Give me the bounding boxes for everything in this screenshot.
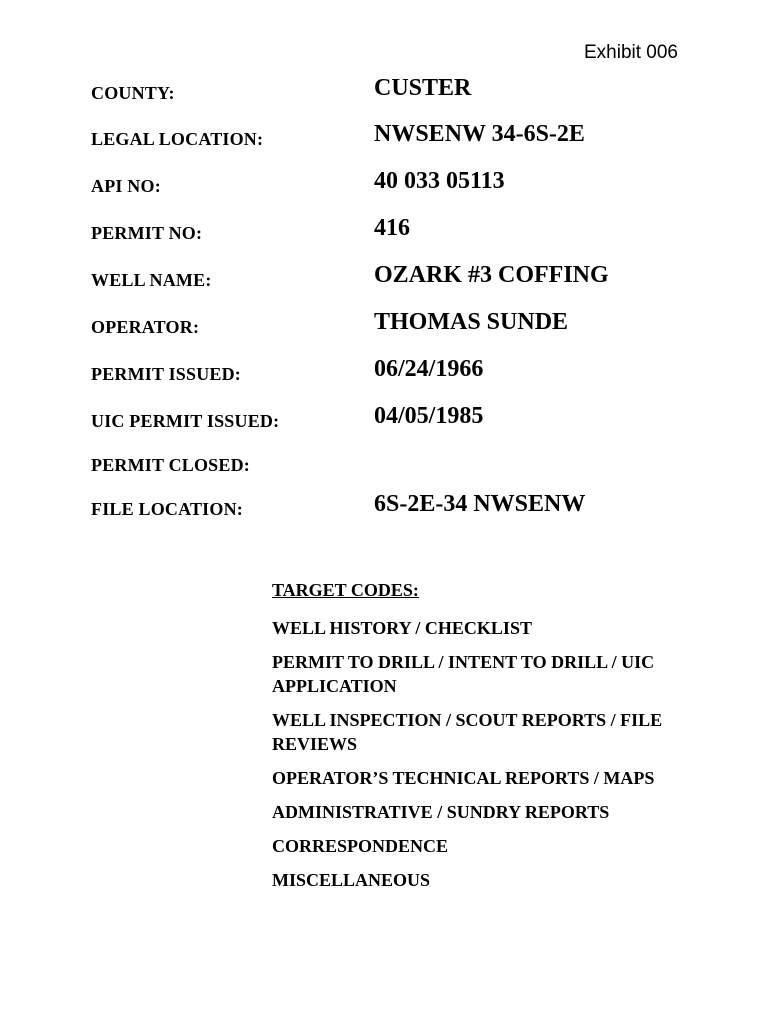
field-label: COUNTY: [91, 83, 175, 103]
field-county [91, 74, 731, 104]
field-label: PERMIT CLOSED: [91, 455, 250, 475]
field-value: CUSTER [374, 75, 472, 101]
field-label: UIC PERMIT ISSUED: [91, 411, 280, 431]
field-well-name [91, 261, 731, 291]
field-value: THOMAS SUNDE [374, 309, 569, 335]
field-value: 06/24/1966 [374, 356, 484, 382]
field-label: FILE LOCATION: [91, 499, 243, 519]
field-permit-issued [91, 355, 731, 385]
field-label: PERMIT NO: [91, 223, 203, 243]
target-code-item: WELL INSPECTION / SCOUT REPORTS / FILE REVIEWS [272, 710, 663, 754]
target-codes-section [272, 578, 722, 902]
field-value: 6S-2E-34 NWSENW [374, 491, 586, 517]
field-legal-location [91, 120, 731, 150]
field-label: WELL NAME: [91, 270, 212, 290]
field-value: 416 [374, 215, 410, 241]
field-permit-closed [91, 446, 731, 476]
field-value: NWSENW 34-6S-2E [374, 121, 585, 147]
target-code-item: WELL HISTORY / CHECKLIST [272, 618, 532, 638]
field-value: 40 033 05113 [374, 168, 505, 194]
field-value: OZARK #3 COFFING [374, 262, 609, 288]
field-value: 04/05/1985 [374, 403, 484, 429]
field-operator [91, 308, 731, 338]
field-file-location [91, 490, 731, 520]
field-label: LEGAL LOCATION: [91, 129, 264, 149]
field-api-no [91, 167, 731, 197]
field-label: PERMIT ISSUED: [91, 364, 241, 384]
field-permit-no [91, 214, 731, 244]
target-codes-title: TARGET CODES: [272, 580, 419, 600]
target-code-item: ADMINISTRATIVE / SUNDRY REPORTS [272, 802, 610, 822]
field-label: API NO: [91, 176, 161, 196]
target-code-item: MISCELLANEOUS [272, 870, 431, 890]
target-code-item: PERMIT TO DRILL / INTENT TO DRILL / UIC APPLICATION [272, 652, 655, 696]
exhibit-number: Exhibit 006 [583, 42, 678, 63]
target-code-item: CORRESPONDENCE [272, 836, 449, 856]
field-label: OPERATOR: [91, 317, 200, 337]
field-uic-permit-issued [91, 402, 731, 432]
target-code-item: OPERATOR’S TECHNICAL REPORTS / MAPS [272, 768, 655, 788]
